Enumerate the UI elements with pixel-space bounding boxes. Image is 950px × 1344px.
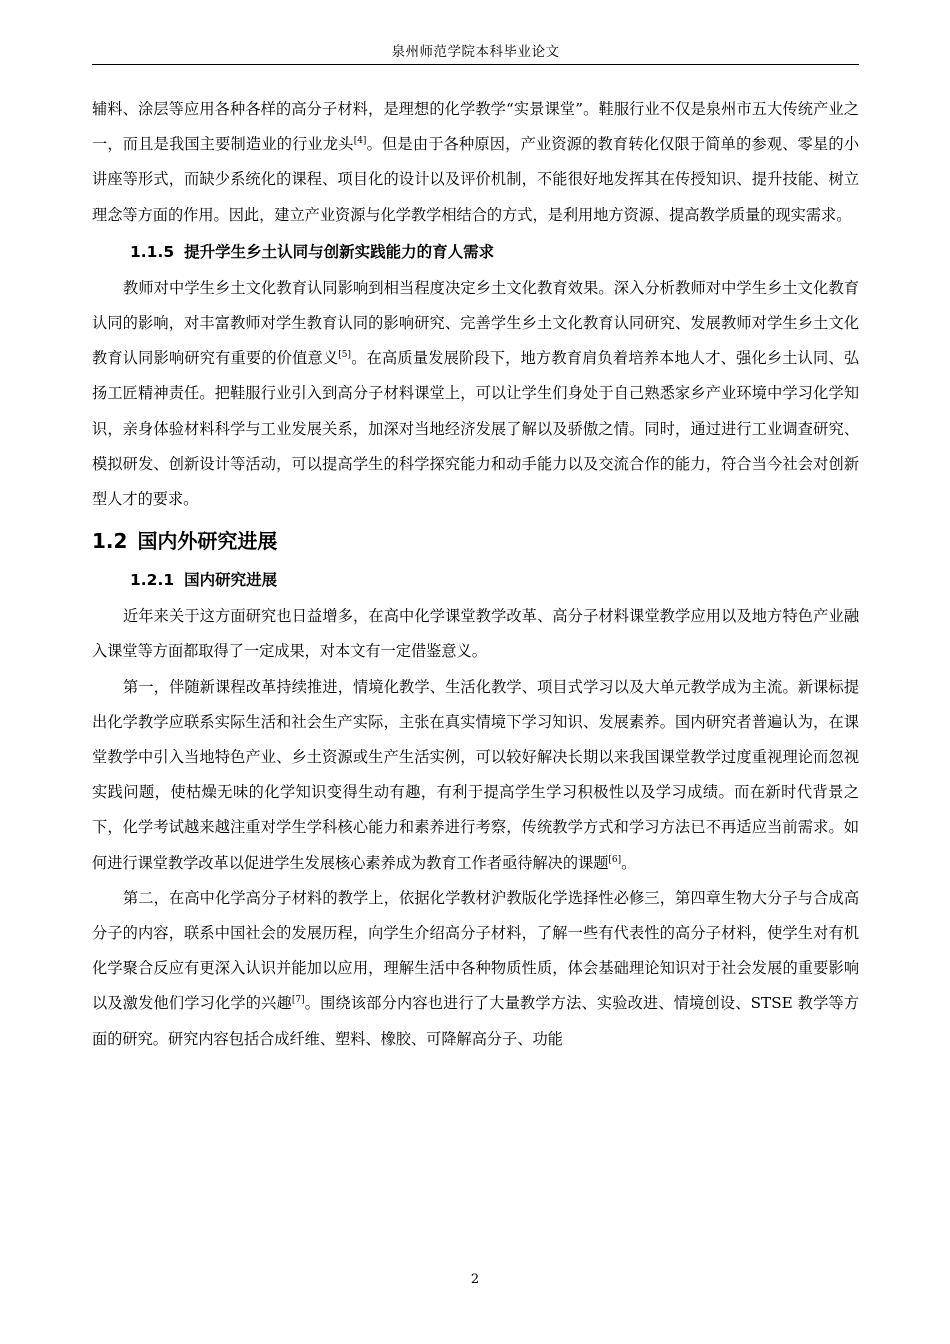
section-number: 1.2.1	[130, 571, 175, 590]
citation-4: [4]	[353, 136, 367, 147]
section-title: 国内研究进展	[184, 571, 278, 590]
paragraph-text-cont: 。围绕该部分内容也进行了大量教学方法、实验改进、情境创设、STSE 教学等方面的研究。研究内容包括合成纤维、塑料、橡胶、可降解高分子、功能	[92, 994, 860, 1048]
citation-7: [7]	[291, 995, 305, 1006]
section-heading-1-2-1	[92, 561, 859, 599]
paragraph-domestic-overview	[92, 599, 859, 669]
citation-6: [6]	[608, 854, 622, 865]
section-number: 1.1.5	[130, 242, 175, 261]
page-body	[92, 92, 859, 1057]
running-header: 泉州师范学院本科毕业论文	[391, 44, 560, 60]
section-title: 国内外研究进展	[137, 529, 278, 554]
page-number: 2	[470, 1272, 480, 1287]
paragraph-polymer-teaching	[92, 881, 859, 1057]
paragraph-text: 辅料、涂层等应用各种各样的高分子材料，是理想的化学教学“实景课堂”。鞋服行业不仅是泉州市五大传统产业之一，而且是我国主要制造业的行业龙头	[92, 100, 859, 154]
paragraph-text-cont: 。但是由于各种原因，产业资源的教育转化仅限于简单的参观、零星的小讲座等形式，而缺少系统化的课程、项目化的设计以及评价机制，不能很好地发挥其在传授知识、提升技能、树立理念等方面的作用。因此，建立产业资源与化学教学相结合的方式，是利用地方资源、提高教学质量的现实需求。	[92, 135, 860, 224]
paragraph-local-identity	[92, 271, 859, 517]
citation-5: [5]	[338, 350, 352, 361]
section-heading-1-2	[92, 521, 859, 561]
header-rule	[92, 64, 859, 65]
paragraph-text: 教师对中学生乡土文化教育认同影响到相当程度决定乡土文化教育效果。深入分析教师对中学生乡土文化教育认同的影响，对丰富教师对学生教育认同的影响研究、完善学生乡土文化教育认同研究、发展教师对学生乡土文化教育认同影响研究有重要的价值意义	[92, 278, 859, 368]
section-title: 提升学生乡土认同与创新实践能力的育人需求	[184, 242, 495, 261]
paragraph-industry-resources	[92, 92, 859, 233]
paragraph-text: 近年来关于这方面研究也日益增多，在高中化学课堂教学改革、高分子材料课堂教学应用以及地方特色产业融入课堂等方面都取得了一定成果，对本文有一定借鉴意义。	[92, 607, 859, 661]
paragraph-text-cont: 。在高质量发展阶段下，地方教育肩负着培养本地人才、强化乡土认同、弘扬工匠精神责任。把鞋服行业引入到高分子材料课堂上，可以让学生们身处于自己熟悉家乡产业环境中学习化学知识，亲身体验材料科学与工业发展关系，加深对当地经济发展了解以及骄傲之情。同时，通过进行工业调查研究、模拟研发、创新设计等活动，可以提高学生的科学探究能力和动手能力以及交流合作的能力，符合当今社会对创新型人才的要求。	[92, 349, 860, 509]
paragraph-text-cont: 。	[621, 853, 637, 872]
paragraph-text: 第一，伴随新课程改革持续推进，情境化教学、生活化教学、项目式学习以及大单元教学成为主流。新课标提出化学教学应联系实际生活和社会生产实际，主张在真实情境下学习知识、发展素养。国内研究者普遍认为，在课堂教学中引入当地特色产业、乡土资源或生产生活实例，可以较好解决长期以来我国课堂教学过度重视理论而忽视实践问题，使枯燥无味的化学知识变得生动有趣，有利于提高学生学习积极性以及学习成绩。而在新时代背景之下，化学考试越来越注重对学生学科核心能力和素养进行考察，传统教学方式和学习方法已不再适应当前需求。如何进行课堂教学改革以促进学生发展核心素养成为教育工作者亟待解决的课题	[92, 677, 859, 872]
section-number: 1.2	[92, 529, 128, 554]
section-heading-1-1-5	[92, 233, 859, 271]
paragraph-curriculum-reform	[92, 670, 859, 881]
paragraph-text: 第二，在高中化学高分子材料的教学上，依据化学教材沪教版化学选择性必修三，第四章生物大分子与合成高分子的内容，联系中国社会的发展历程，向学生介绍高分子材料，了解一些有代表性的高分子材料，使学生对有机化学聚合反应有更深入认识并能加以应用，理解生活中各种物质性质，体会基础理论知识对于社会发展的重要影响以及激发他们学习化学的兴趣	[92, 888, 859, 1013]
